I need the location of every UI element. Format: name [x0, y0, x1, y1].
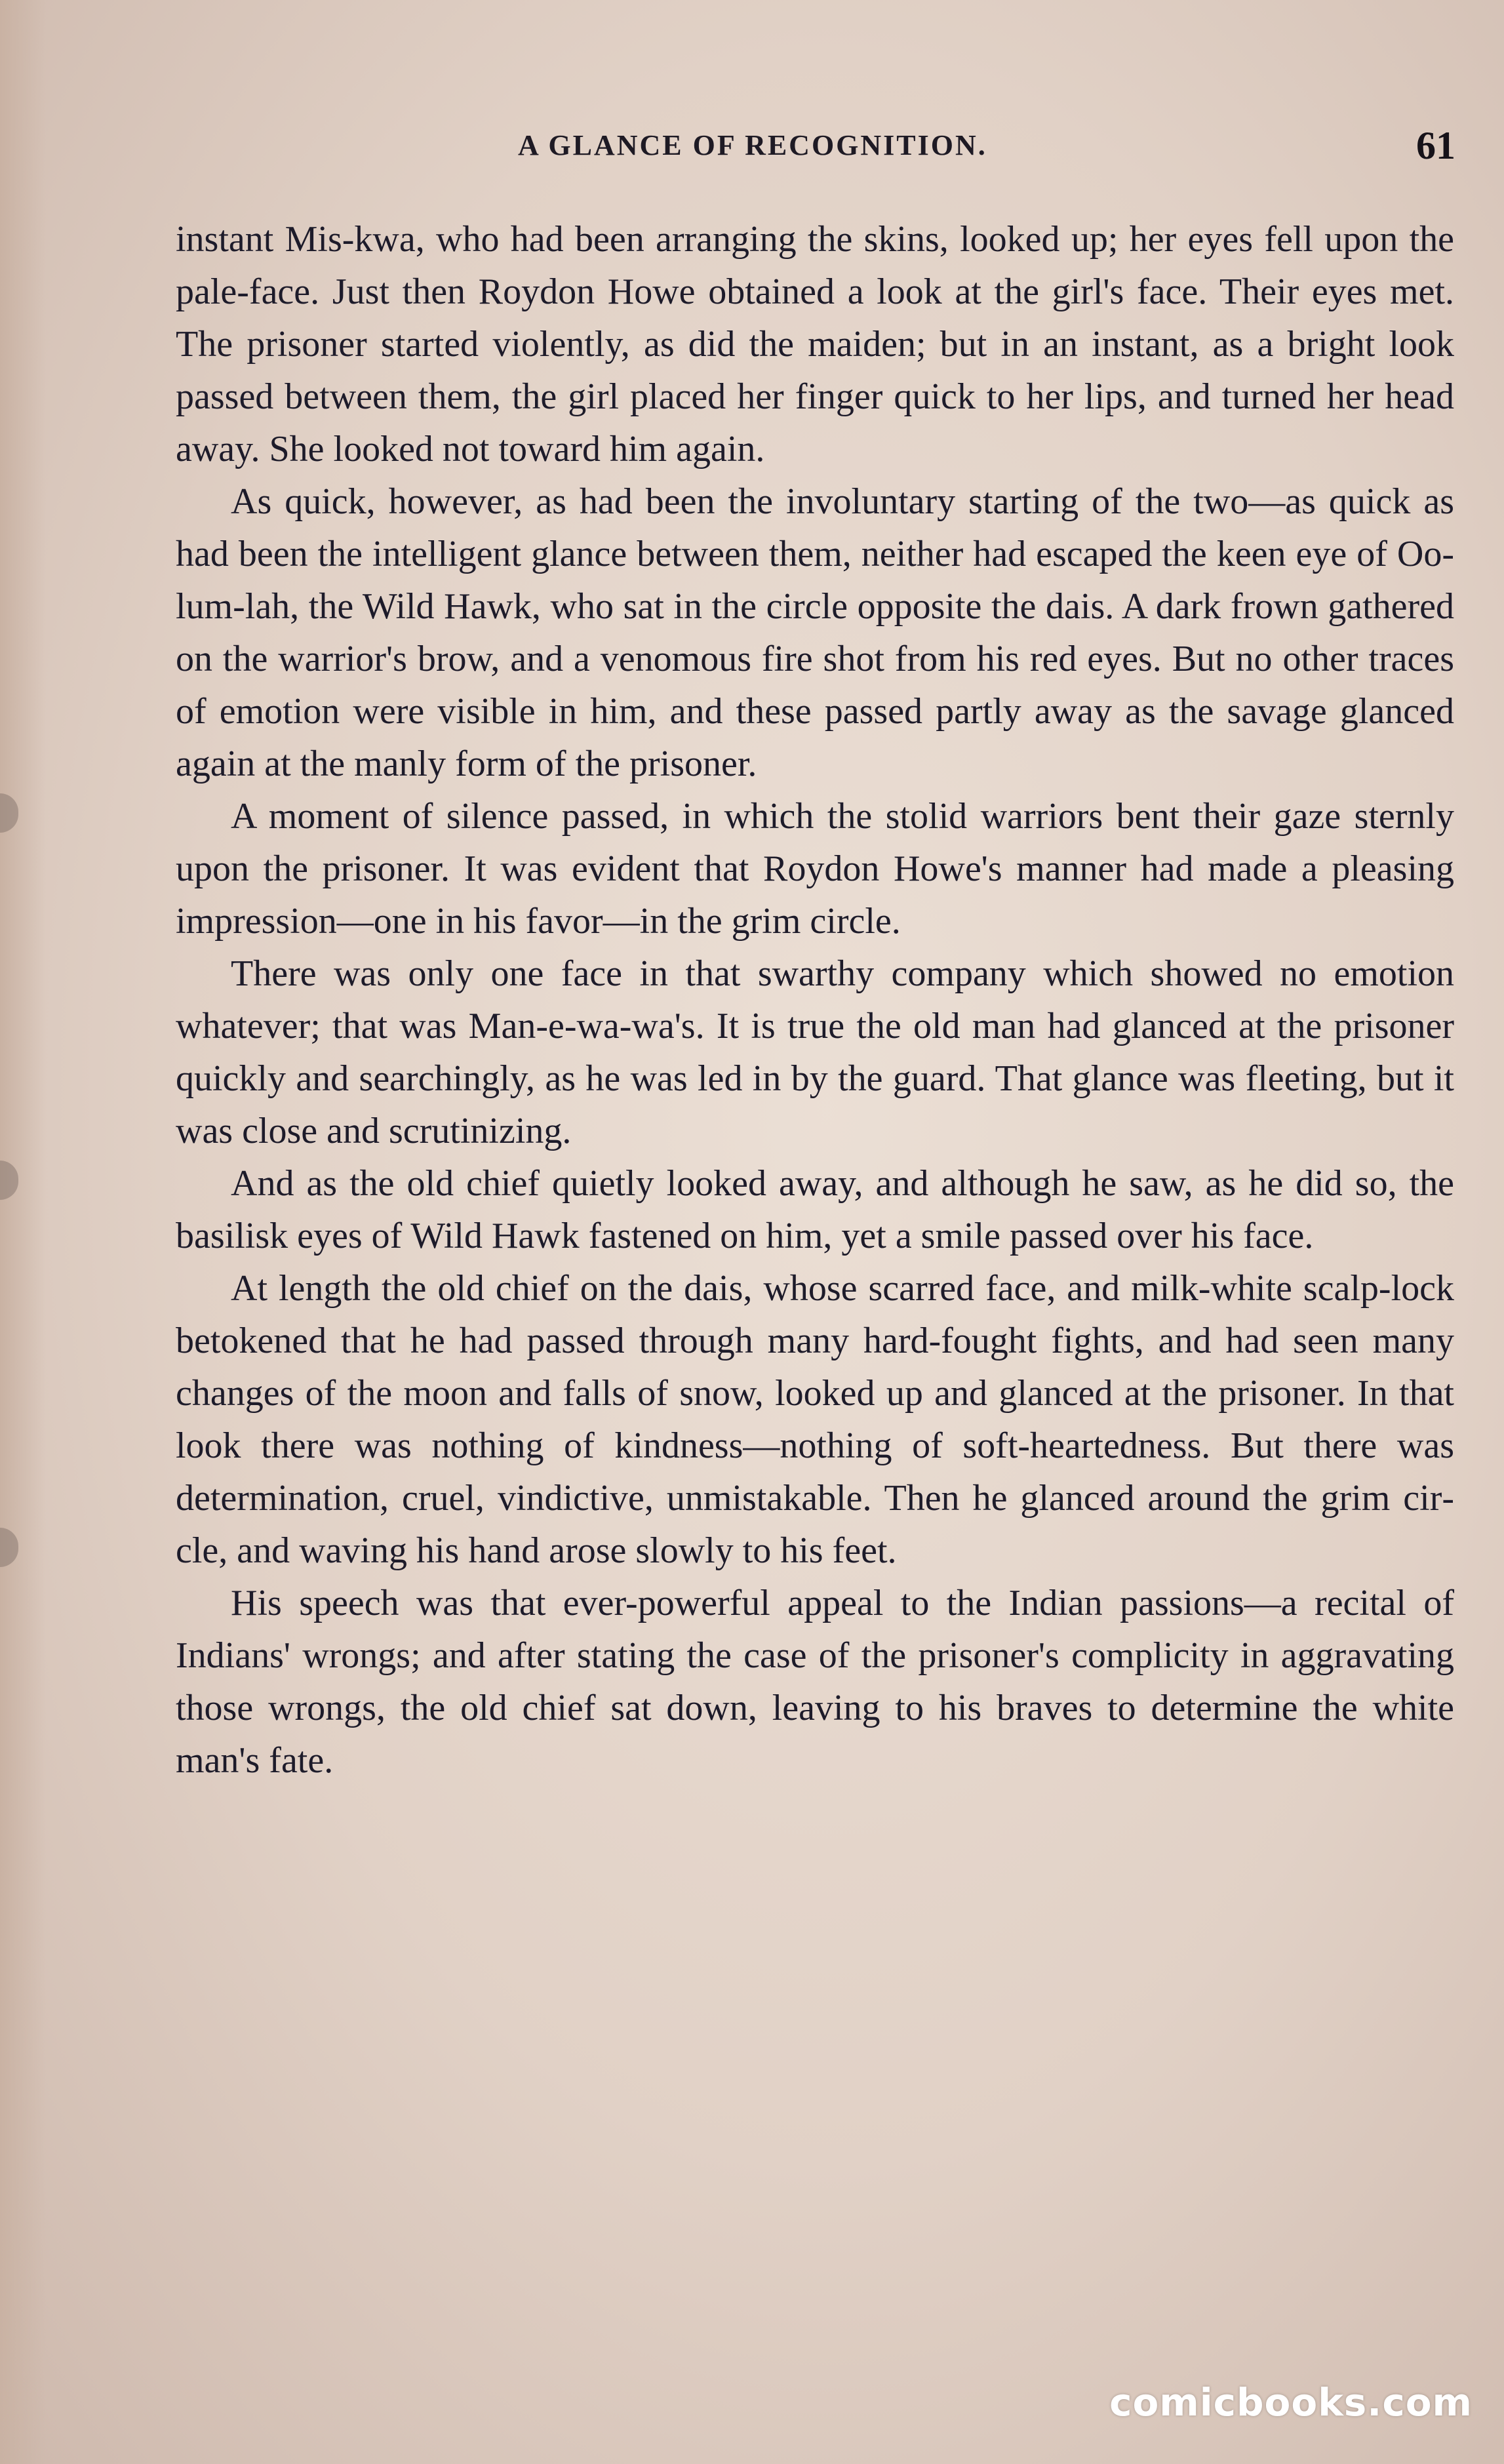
- page-number: 61: [1416, 124, 1455, 167]
- paragraph: instant Mis-kwa, who had been arranging the skins, looked up; her eyes fell upon the pale-face. Just then Roydon Howe obtained a look at the girl's face. Their eyes met. The prisoner started violently, as did the maiden; but in an instant, as a bright look passed between them, the girl placed her finger quick to her lips, and turned her head away. She looked not toward him again.: [176, 219, 1454, 469]
- page-left-edge: [0, 0, 46, 2464]
- paragraph: At length the old chief on the dais, whose scarred face, and milk-white scalp-lock betokened that he had passed through many hard-fought fights, and had seen many changes of the moon and falls of snow, looked up and glanced at the prisoner. In that look there was nothing of kindness—nothing of soft-heartedness. But there was determination, cruel, vindictive, unmistakable. Then he glanced around the grim circle, and waving his hand arose slowly to his feet.: [176, 1268, 1454, 1571]
- running-title: A GLANCE OF RECOGNITION.: [518, 129, 987, 161]
- body-text: [176, 213, 1454, 2311]
- paragraph: A moment of silence passed, in which the stolid warriors bent their gaze sternly upon the prisoner. It was evident that Roydon Howe's manner had made a pleasing impression—one in his favor—in the grim circle.: [176, 796, 1454, 942]
- watermark: comicbooks.com: [1109, 2380, 1473, 2425]
- paragraph: As quick, however, as had been the involuntary starting of the two—as quick as had been the intelligent glance between them, neither had escaped the keen eye of Oo-lum-lah, the Wild Hawk, who sat in the circle opposite the dais. A dark frown gathered on the warrior's brow, and a venomous fire shot from his red eyes. But no other traces of emotion were visible in him, and these passed partly away as the savage glanced again at the manly form of the prisoner.: [176, 481, 1454, 784]
- paragraph: There was only one face in that swarthy company which showed no emotion whatever; that was Man-e-wa-wa's. It is true the old man had glanced at the prisoner quickly and searchingly, as he was led in by the guard. That glance was fleeting, but it was close and scrutinizing.: [176, 953, 1454, 1151]
- paragraph: His speech was that ever-powerful appeal to the Indian passions—a recital of Indians' wrongs; and after stating the case of the prisoner's complicity in aggravating those wrongs, the old chief sat down, leaving to his braves to determine the white man's fate.: [176, 1583, 1454, 1781]
- page-header: [131, 123, 1455, 169]
- paragraph: And as the old chief quietly looked away, and although he saw, as he did so, the basilisk eyes of Wild Hawk fastened on him, yet a smile passed over his face.: [176, 1163, 1454, 1256]
